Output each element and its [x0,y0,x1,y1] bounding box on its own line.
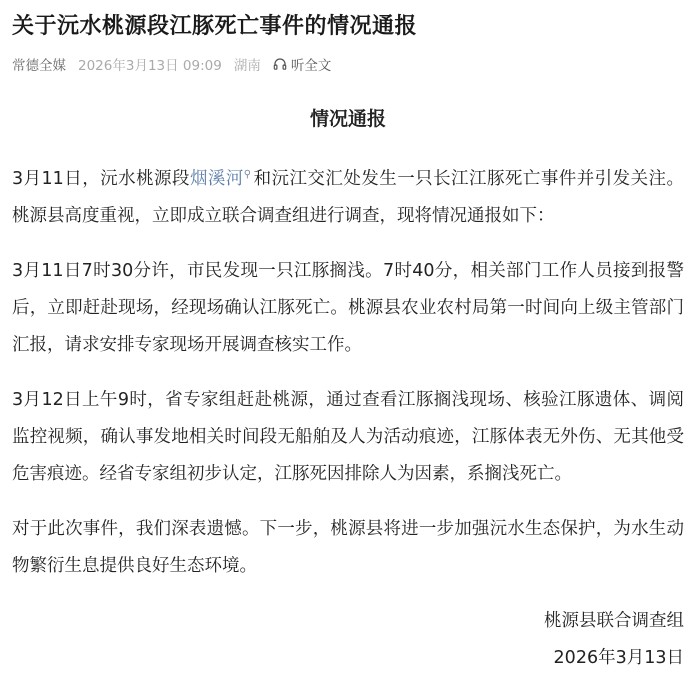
publish-datetime: 2026年3月13日 09:09 [78,58,222,74]
search-icon[interactable]: ⚲ [243,169,252,180]
article-title: 关于沅水桃源段江豚死亡事件的情况通报 [12,14,418,39]
listen-full-text-button[interactable] [273,54,332,74]
signature-date: 2026年3月13日 [553,647,684,668]
paragraph-2: 3月11日7时30分许，市民发现一只江豚搁浅。7时40分，相关部门工作人员接到报警后，立即赶赴现场，经现场确认江豚死亡。桃源县农业农村局第一时间向上级主管部门汇报，请求安排专家现场开展调查核实工作。 [12,260,684,355]
article-meta [12,54,684,74]
headphones-icon [273,57,287,71]
notice-heading: 情况通报 [309,108,386,130]
source-name[interactable]: 常德全媒 [12,58,66,74]
place-link-yanxihe[interactable]: 烟溪河 [189,168,244,189]
article-body [12,156,684,585]
paragraph-text: 和沅江交汇处发生一只长江江豚死亡事件并引发关注。桃源县高度重视，立即成立联合调查组进行调查，现将情况通报如下： [12,168,684,226]
paragraph-4: 对于此次事件，我们深表遗憾。下一步，桃源县将进一步加强沅水生态保护，为水生动物繁衍生息提供良好生态环境。 [12,518,684,576]
paragraph-3: 3月12日上午9时，省专家组赶赴桃源，通过查看江豚搁浅现场、核验江豚遗体、调阅监控视频，确认事发地相关时间段无船舶及人为活动痕迹，江豚体表无外伤、无其他受危害痕迹。经省专家组初步认定，江豚死因排除人为因素，系搁浅死亡。 [12,389,684,484]
paragraph-1 [12,156,684,235]
region-label: 湖南 [233,58,261,74]
listen-label: 听全文 [290,58,332,74]
signature-block [12,603,684,677]
signature-org: 桃源县联合调查组 [544,610,684,631]
paragraph-text: 3月11日，沅水桃源段 [12,168,190,189]
